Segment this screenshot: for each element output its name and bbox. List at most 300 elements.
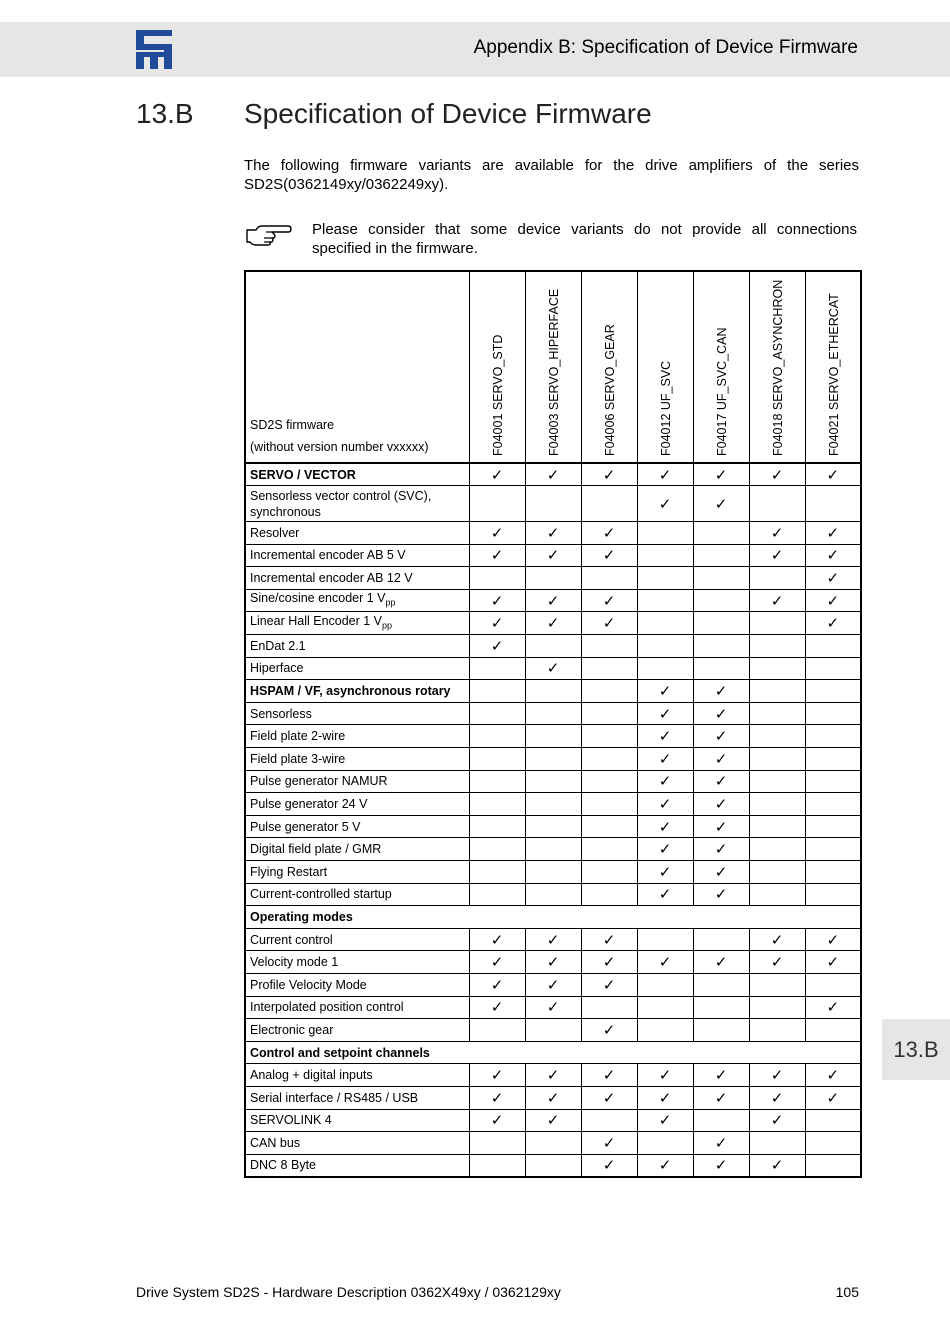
checkmark-icon: ✓ <box>490 931 504 949</box>
check-cell <box>637 1019 693 1042</box>
check-cell <box>469 1132 525 1155</box>
check-cell <box>469 793 525 816</box>
row-label <box>245 1019 469 1042</box>
check-cell <box>693 486 749 522</box>
check-cell <box>805 815 861 838</box>
check-cell <box>693 996 749 1019</box>
check-cell <box>805 657 861 680</box>
checkmark-icon: ✓ <box>546 1067 560 1085</box>
row-label-text: Sine/cosine encoder 1 V <box>250 591 386 606</box>
checkmark-icon: ✓ <box>826 1089 840 1107</box>
check-cell <box>749 928 805 951</box>
checkmark-icon: ✓ <box>602 931 616 949</box>
check-cell <box>581 725 637 748</box>
check-cell <box>693 657 749 680</box>
row-label <box>245 883 469 906</box>
check-cell <box>693 1154 749 1177</box>
check-cell <box>581 838 637 861</box>
check-cell <box>469 486 525 522</box>
checkmark-icon: ✓ <box>826 931 840 949</box>
row-label-text: Current-controlled startup <box>250 887 392 902</box>
row-label <box>245 1086 469 1109</box>
check-cell <box>637 1109 693 1132</box>
checkmark-icon: ✓ <box>714 863 728 881</box>
checkmark-icon: ✓ <box>770 954 784 972</box>
check-cell <box>525 522 581 545</box>
check-cell <box>581 589 637 612</box>
checkmark-icon: ✓ <box>546 976 560 994</box>
check-cell <box>525 463 581 486</box>
row-label-text: Operating modes <box>250 909 353 924</box>
check-cell <box>749 486 805 522</box>
table-row <box>245 793 861 816</box>
check-cell <box>637 770 693 793</box>
pointing-hand-icon <box>244 222 292 248</box>
checkmark-icon: ✓ <box>490 615 504 633</box>
row-label-text: Field plate 3-wire <box>250 751 346 766</box>
checkmark-icon: ✓ <box>602 466 616 484</box>
checkmark-icon: ✓ <box>658 683 672 701</box>
column-header <box>805 271 861 463</box>
checkmark-icon: ✓ <box>770 931 784 949</box>
check-cell <box>581 883 637 906</box>
check-cell <box>525 1132 581 1155</box>
checkmark-icon: ✓ <box>658 773 672 791</box>
check-cell <box>469 589 525 612</box>
row-label <box>245 544 469 567</box>
check-cell <box>525 680 581 703</box>
row-label-text: Pulse generator NAMUR <box>250 774 388 789</box>
row-label <box>245 567 469 590</box>
check-cell <box>805 951 861 974</box>
checkmark-icon: ✓ <box>770 1112 784 1130</box>
row-label-text: Digital field plate / GMR <box>250 842 382 857</box>
check-cell <box>749 838 805 861</box>
check-cell <box>693 589 749 612</box>
check-cell <box>581 996 637 1019</box>
check-cell <box>469 635 525 658</box>
check-cell <box>805 883 861 906</box>
row-label <box>245 838 469 861</box>
checkmark-icon: ✓ <box>490 547 504 565</box>
checkmark-icon: ✓ <box>490 524 504 542</box>
check-cell <box>581 1086 637 1109</box>
table-row <box>245 951 861 974</box>
checkmark-icon: ✓ <box>714 886 728 904</box>
check-cell <box>469 1109 525 1132</box>
table-row <box>245 567 861 590</box>
row-label-text: Analog + digital inputs <box>250 1068 373 1083</box>
check-cell <box>805 635 861 658</box>
check-cell <box>581 861 637 884</box>
check-cell <box>693 1109 749 1132</box>
column-header <box>469 271 525 463</box>
company-logo <box>136 30 172 69</box>
check-cell <box>749 1086 805 1109</box>
check-cell <box>805 861 861 884</box>
checkmark-icon: ✓ <box>490 1067 504 1085</box>
row-label-text: Incremental encoder AB 5 V <box>250 548 406 563</box>
column-header <box>525 271 581 463</box>
check-cell <box>637 928 693 951</box>
check-cell <box>469 1086 525 1109</box>
checkmark-icon: ✓ <box>546 524 560 542</box>
checkmark-icon: ✓ <box>602 1157 616 1175</box>
row-label <box>245 635 469 658</box>
checkmark-icon: ✓ <box>658 750 672 768</box>
check-cell <box>637 544 693 567</box>
checkmark-icon: ✓ <box>490 976 504 994</box>
check-cell <box>637 635 693 658</box>
checkmark-icon: ✓ <box>714 1067 728 1085</box>
checkmark-icon: ✓ <box>826 1067 840 1085</box>
checkmark-icon: ✓ <box>490 1089 504 1107</box>
row-label <box>245 996 469 1019</box>
row-label <box>245 522 469 545</box>
checkmark-icon: ✓ <box>658 1089 672 1107</box>
check-cell <box>805 702 861 725</box>
check-cell <box>469 928 525 951</box>
check-cell <box>749 612 805 635</box>
corner-label-line2: (without version number vxxxxx) <box>250 440 429 454</box>
check-cell <box>749 996 805 1019</box>
check-cell <box>749 635 805 658</box>
column-header-label: F04001 SERVO_STD <box>491 334 505 456</box>
table-row <box>245 680 861 703</box>
checkmark-icon: ✓ <box>770 592 784 610</box>
check-cell <box>525 1019 581 1042</box>
check-cell <box>469 815 525 838</box>
check-cell <box>693 544 749 567</box>
row-label-subscript: pp <box>382 620 393 631</box>
check-cell <box>637 612 693 635</box>
check-cell <box>805 770 861 793</box>
checkmark-icon: ✓ <box>826 615 840 633</box>
check-cell <box>525 951 581 974</box>
checkmark-icon: ✓ <box>826 547 840 565</box>
check-cell <box>637 567 693 590</box>
checkmark-icon: ✓ <box>602 592 616 610</box>
table-row <box>245 725 861 748</box>
chapter-title: Specification of Device Firmware <box>244 98 652 129</box>
table-row <box>245 522 861 545</box>
checkmark-icon: ✓ <box>658 466 672 484</box>
check-cell <box>469 1064 525 1087</box>
table-row <box>245 973 861 996</box>
chapter-side-tab: 13.B <box>882 1019 950 1080</box>
row-label-text: Profile Velocity Mode <box>250 977 367 992</box>
firmware-spec-table <box>244 270 862 1178</box>
check-cell <box>469 748 525 771</box>
row-label <box>245 861 469 884</box>
check-cell <box>581 815 637 838</box>
check-cell <box>693 612 749 635</box>
row-label-subscript: pp <box>385 597 396 608</box>
check-cell <box>693 770 749 793</box>
check-cell <box>469 725 525 748</box>
checkmark-icon: ✓ <box>770 1089 784 1107</box>
check-cell <box>637 748 693 771</box>
check-cell <box>581 544 637 567</box>
check-cell <box>469 1154 525 1177</box>
table-row <box>245 928 861 951</box>
check-cell <box>469 951 525 974</box>
check-cell <box>637 793 693 816</box>
checkmark-icon: ✓ <box>490 954 504 972</box>
check-cell <box>581 1132 637 1155</box>
check-cell <box>749 657 805 680</box>
check-cell <box>525 486 581 522</box>
check-cell <box>525 770 581 793</box>
table-row <box>245 1132 861 1155</box>
check-cell <box>525 612 581 635</box>
check-cell <box>749 1154 805 1177</box>
check-cell <box>525 748 581 771</box>
checkmark-icon: ✓ <box>714 466 728 484</box>
checkmark-icon: ✓ <box>602 1021 616 1039</box>
row-label <box>245 657 469 680</box>
check-cell <box>469 463 525 486</box>
check-cell <box>749 1064 805 1087</box>
row-label <box>245 793 469 816</box>
check-cell <box>637 463 693 486</box>
check-cell <box>581 770 637 793</box>
footer-document-title: Drive System SD2S - Hardware Description 0362X49xy / 0362129xy <box>136 1284 561 1300</box>
check-cell <box>469 612 525 635</box>
check-cell <box>749 463 805 486</box>
checkmark-icon: ✓ <box>714 1134 728 1152</box>
column-header-label: F04018 SERVO_ASYNCHRON <box>771 279 785 456</box>
column-header-label: F04021 SERVO_ETHERCAT <box>826 293 841 456</box>
checkmark-icon: ✓ <box>714 683 728 701</box>
checkmark-icon: ✓ <box>658 705 672 723</box>
table-row <box>245 486 861 522</box>
checkmark-icon: ✓ <box>602 615 616 633</box>
checkmark-icon: ✓ <box>714 818 728 836</box>
table-row <box>245 1064 861 1087</box>
row-label-text: HSPAM / VF, asynchronous rotary <box>250 684 451 699</box>
row-label-text: Interpolated position control <box>250 1000 404 1015</box>
check-cell <box>525 838 581 861</box>
check-cell <box>805 463 861 486</box>
check-cell <box>469 996 525 1019</box>
table-row <box>245 861 861 884</box>
checkmark-icon: ✓ <box>602 1134 616 1152</box>
check-cell <box>749 748 805 771</box>
table-row <box>245 544 861 567</box>
check-cell <box>693 522 749 545</box>
checkmark-icon: ✓ <box>546 592 560 610</box>
check-cell <box>805 1154 861 1177</box>
check-cell <box>805 612 861 635</box>
checkmark-icon: ✓ <box>658 1157 672 1175</box>
row-label-text: Sensorless <box>250 706 312 721</box>
checkmark-icon: ✓ <box>490 592 504 610</box>
check-cell <box>693 861 749 884</box>
chapter-number: 13.B <box>136 98 194 129</box>
check-cell <box>749 1019 805 1042</box>
table-row <box>245 463 861 486</box>
check-cell <box>637 973 693 996</box>
checkmark-icon: ✓ <box>714 796 728 814</box>
check-cell <box>525 996 581 1019</box>
checkmark-icon: ✓ <box>490 637 504 655</box>
check-cell <box>693 1064 749 1087</box>
check-cell <box>581 702 637 725</box>
checkmark-icon: ✓ <box>658 1112 672 1130</box>
table-row <box>245 589 861 612</box>
check-cell <box>805 725 861 748</box>
check-cell <box>525 589 581 612</box>
check-cell <box>749 589 805 612</box>
check-cell <box>749 522 805 545</box>
check-cell <box>749 883 805 906</box>
check-cell <box>693 1019 749 1042</box>
row-label <box>245 486 469 522</box>
table-row <box>245 770 861 793</box>
column-header-label: F04006 SERVO_GEAR <box>603 324 617 456</box>
header-title: Appendix B: Specification of Device Firmware <box>473 37 858 58</box>
checkmark-icon: ✓ <box>770 1157 784 1175</box>
check-cell <box>805 928 861 951</box>
row-label <box>245 1132 469 1155</box>
check-cell <box>693 725 749 748</box>
check-cell <box>693 838 749 861</box>
check-cell <box>749 861 805 884</box>
check-cell <box>525 635 581 658</box>
check-cell <box>805 996 861 1019</box>
table-row <box>245 1019 861 1042</box>
check-cell <box>637 725 693 748</box>
check-cell <box>525 815 581 838</box>
checkmark-icon: ✓ <box>546 931 560 949</box>
checkmark-icon: ✓ <box>658 818 672 836</box>
check-cell <box>693 463 749 486</box>
check-cell <box>693 1132 749 1155</box>
row-label <box>245 612 469 635</box>
check-cell <box>469 770 525 793</box>
check-cell <box>805 1109 861 1132</box>
checkmark-icon: ✓ <box>546 999 560 1017</box>
row-label-text: SERVOLINK 4 <box>250 1113 332 1128</box>
check-cell <box>637 702 693 725</box>
row-label-text: Electronic gear <box>250 1022 334 1037</box>
check-cell <box>805 567 861 590</box>
row-label-text: EnDat 2.1 <box>250 638 306 653</box>
check-cell <box>637 657 693 680</box>
check-cell <box>525 1154 581 1177</box>
check-cell <box>581 951 637 974</box>
row-label <box>245 815 469 838</box>
column-header <box>749 271 805 463</box>
check-cell <box>525 702 581 725</box>
check-cell <box>637 861 693 884</box>
row-label-text: Resolver <box>250 525 300 540</box>
check-cell <box>469 567 525 590</box>
row-label <box>245 748 469 771</box>
check-cell <box>693 793 749 816</box>
check-cell <box>581 928 637 951</box>
check-cell <box>637 1086 693 1109</box>
checkmark-icon: ✓ <box>546 615 560 633</box>
checkmark-icon: ✓ <box>714 1089 728 1107</box>
table-row <box>245 1086 861 1109</box>
check-cell <box>525 657 581 680</box>
checkmark-icon: ✓ <box>546 466 560 484</box>
check-cell <box>525 883 581 906</box>
check-cell <box>469 883 525 906</box>
table-row <box>245 1041 861 1064</box>
check-cell <box>805 1064 861 1087</box>
row-label-text: Flying Restart <box>250 864 328 879</box>
check-cell <box>749 544 805 567</box>
checkmark-icon: ✓ <box>714 705 728 723</box>
check-cell <box>581 1019 637 1042</box>
check-cell <box>749 1109 805 1132</box>
checkmark-icon: ✓ <box>714 841 728 859</box>
row-label <box>245 725 469 748</box>
row-label-text: Control and setpoint channels <box>250 1045 430 1060</box>
row-label-text: CAN bus <box>250 1135 301 1150</box>
row-label <box>245 1041 861 1064</box>
row-label <box>245 906 861 929</box>
note-text: Please consider that some device variants do not provide all connections specified in the firmware. <box>312 221 857 257</box>
row-label-text: Serial interface / RS485 / USB <box>250 1090 419 1105</box>
check-cell <box>749 793 805 816</box>
check-cell <box>693 973 749 996</box>
checkmark-icon: ✓ <box>714 1157 728 1175</box>
checkmark-icon: ✓ <box>714 773 728 791</box>
checkmark-icon: ✓ <box>602 1067 616 1085</box>
table-row <box>245 1109 861 1132</box>
check-cell <box>469 838 525 861</box>
table-row <box>245 838 861 861</box>
check-cell <box>749 973 805 996</box>
check-cell <box>805 748 861 771</box>
check-cell <box>581 522 637 545</box>
row-label-text: Pulse generator 5 V <box>250 819 361 834</box>
check-cell <box>749 951 805 974</box>
checkmark-icon: ✓ <box>658 841 672 859</box>
check-cell <box>693 635 749 658</box>
check-cell <box>637 1132 693 1155</box>
row-label-text: Hiperface <box>250 661 304 676</box>
row-label <box>245 770 469 793</box>
check-cell <box>805 544 861 567</box>
check-cell <box>637 680 693 703</box>
column-header-label: F04012 UF_SVC <box>659 360 673 456</box>
check-cell <box>469 680 525 703</box>
check-cell <box>581 657 637 680</box>
check-cell <box>525 1064 581 1087</box>
checkmark-icon: ✓ <box>658 796 672 814</box>
check-cell <box>749 815 805 838</box>
check-cell <box>805 1086 861 1109</box>
check-cell <box>693 815 749 838</box>
check-cell <box>525 928 581 951</box>
check-cell <box>637 838 693 861</box>
check-cell <box>749 702 805 725</box>
check-cell <box>693 748 749 771</box>
table-row <box>245 748 861 771</box>
checkmark-icon: ✓ <box>770 524 784 542</box>
checkmark-icon: ✓ <box>546 660 560 678</box>
check-cell <box>749 770 805 793</box>
table-row <box>245 657 861 680</box>
check-cell <box>469 1019 525 1042</box>
corner-header <box>245 271 469 463</box>
check-cell <box>581 1154 637 1177</box>
